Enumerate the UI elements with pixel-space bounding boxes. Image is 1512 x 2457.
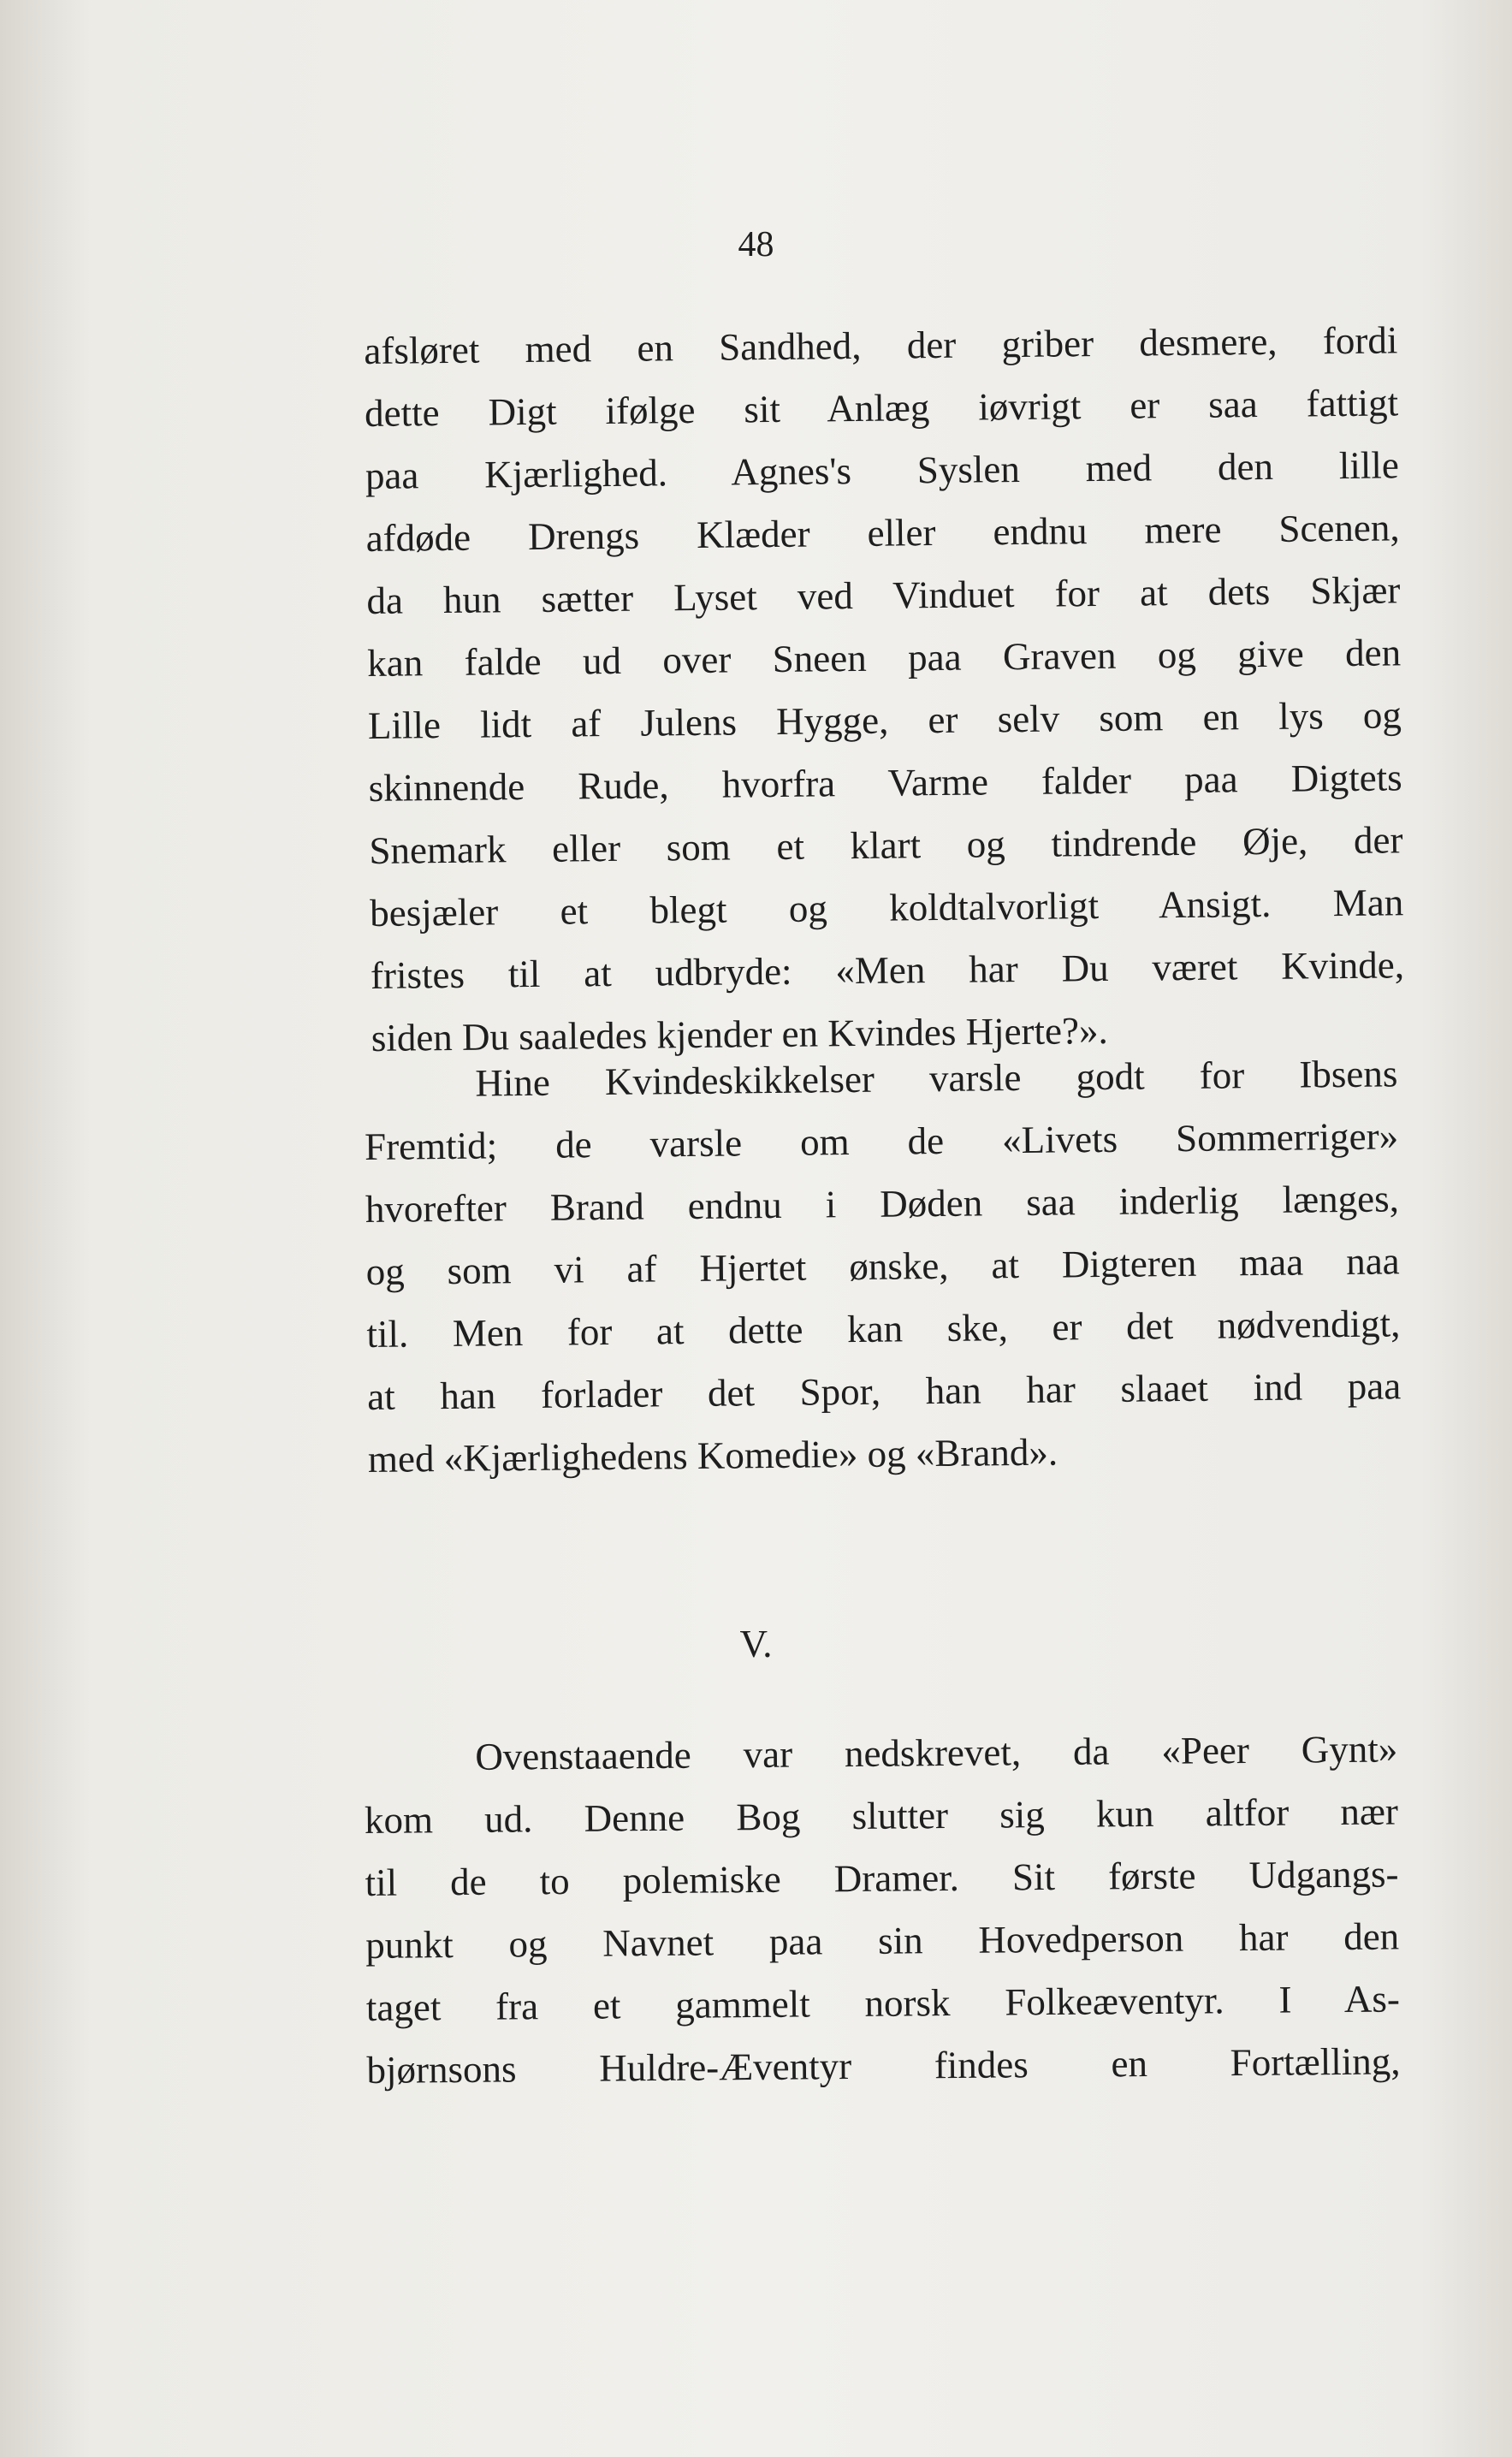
- text-line: med «Kjærlighedens Komedie» og «Brand».: [367, 1430, 1058, 1481]
- text-line: Snemark eller som et klart og tindrende Øje, der: [369, 818, 1403, 872]
- section-heading: V.: [739, 1623, 773, 1665]
- text-line: hvorefter Brand endnu i Døden saa inderlig længes,: [365, 1177, 1400, 1231]
- text-line: skinnende Rude, hvorfra Varme falder paa Digtets: [368, 756, 1402, 810]
- text-line: afsløret med en Sandhed, der griber desmere, fordi: [364, 318, 1398, 372]
- text-line: Lille lidt af Julens Hygge, er selv som en lys og: [367, 693, 1402, 747]
- paragraph-peer-gynt: [364, 1718, 1401, 2102]
- paragraph-continued: [364, 309, 1405, 1070]
- text-line: kom ud. Denne Bog slutter sig kun altfor nær: [364, 1789, 1399, 1842]
- text-line: fristes til at udbryde: «Men har Du været Kvinde,: [370, 943, 1405, 997]
- text-line: til. Men for at dette kan ske, er det nødvendigt,: [366, 1302, 1401, 1356]
- paragraph-kvindeskikkelser: [364, 1042, 1402, 1491]
- text-line: at han forlader det Spor, han har slaaet ind paa: [366, 1364, 1402, 1418]
- text-line: punkt og Navnet paa sin Hovedperson har den: [365, 1914, 1400, 1967]
- text-line: Hine Kvindeskikkelser varsle godt for Ibsens: [475, 1052, 1398, 1105]
- text-line: bjørnsons Huldre-Æventyr findes en Fortælling,: [366, 2039, 1401, 2092]
- text-line: dette Digt ifølge sit Anlæg iøvrigt er saa fattigt: [364, 381, 1399, 435]
- text-line: da hun sætter Lyset ved Vinduet for at dets Skjær: [366, 568, 1401, 622]
- text-line: afdøde Drengs Klæder eller endnu mere Scenen,: [365, 506, 1400, 560]
- text-line: taget fra et gammelt norsk Folkeæventyr. I As-: [365, 1977, 1401, 2029]
- text-line: paa Kjærlighed. Agnes's Syslen med den lille: [365, 443, 1400, 497]
- text-line: og som vi af Hjertet ønske, at Digteren maa naa: [365, 1239, 1400, 1293]
- text-line: siden Du saaledes kjender en Kvindes Hjerte?».: [371, 1008, 1108, 1059]
- text-line: Ovenstaaende var nedskrevet, da «Peer Gynt»: [475, 1727, 1398, 1778]
- page-number: 48: [738, 225, 774, 264]
- text-line: Fremtid; de varsle om de «Livets Sommerriger»: [364, 1114, 1399, 1168]
- text-line: besjæler et blegt og koldtalvorligt Ansigt. Man: [369, 881, 1404, 935]
- text-line: kan falde ud over Sneen paa Graven og give den: [366, 631, 1402, 685]
- text-line: til de to polemiske Dramer. Sit første Udgangs-: [365, 1852, 1399, 1904]
